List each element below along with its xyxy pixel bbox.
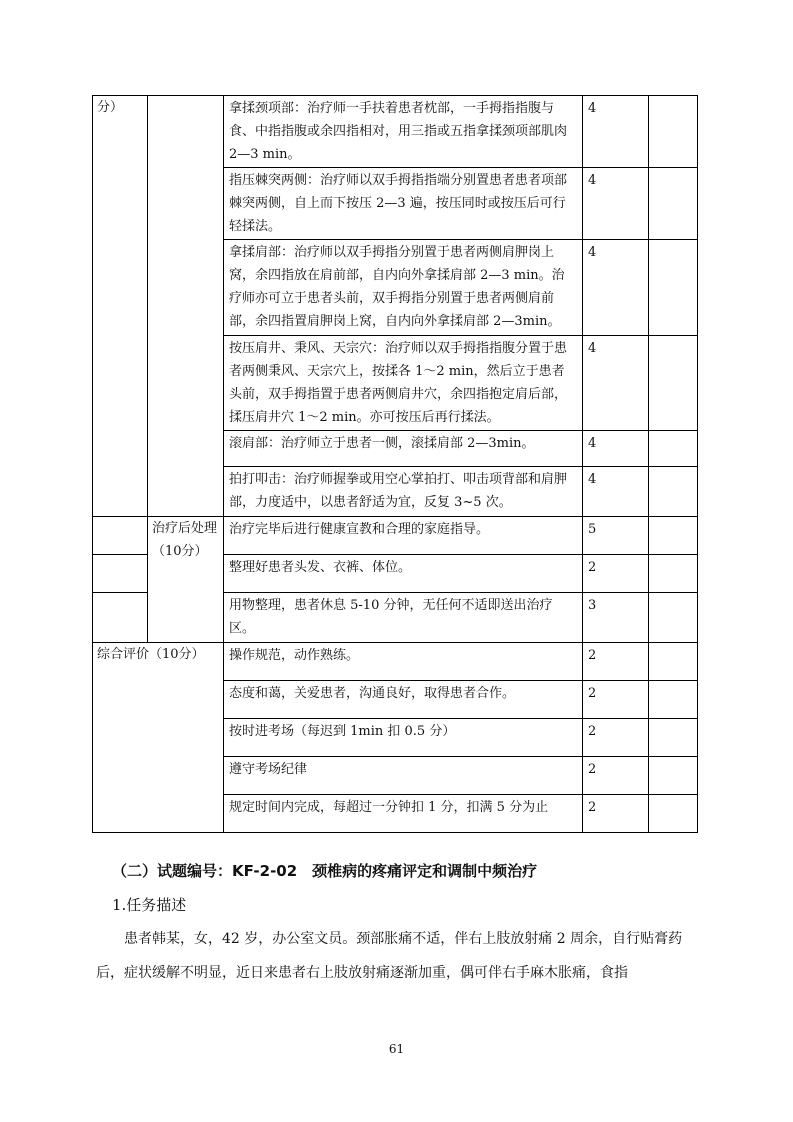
item-description: 态度和蔼，关爱患者，沟通良好，取得患者合作。 (224, 681, 583, 719)
item-score: 2 (583, 555, 649, 593)
item-score: 2 (583, 757, 649, 795)
item-score: 4 (583, 240, 649, 336)
item-description: 治疗完毕后进行健康宣教和合理的家庭指导。 (224, 517, 583, 555)
item-deduction (649, 168, 698, 240)
item-score: 2 (583, 795, 649, 833)
section-header-cell: 分） (93, 96, 148, 517)
item-score: 5 (583, 517, 649, 555)
item-score: 4 (583, 336, 649, 431)
case-paragraph: 患者韩某，女，42 岁，办公室文员。颈部胀痛不适，伴右上肢放射痛 2 周余，自行贴膏药后，症状缓解不明显，近日来患者右上肢放射痛逐渐加重，偶可伴右手麻木胀痛，食指 (96, 931, 683, 981)
section-header-cell (93, 517, 148, 555)
item-description: 用物整理，患者休息 5-10 分钟，无任何不适即送出治疗区。 (224, 593, 583, 643)
item-score: 2 (583, 719, 649, 757)
item-score: 2 (583, 681, 649, 719)
section-header-cell (93, 555, 148, 593)
item-description: 拿揉颈项部：治疗师一手扶着患者枕部，一手拇指指腹与食、中指指腹或余四指相对，用三指或五指拿揉颈项部肌肉 2—3 min。 (224, 96, 583, 168)
item-description: 滚肩部：治疗师立于患者一侧，滚揉肩部 2—3min。 (224, 431, 583, 467)
item-score: 4 (583, 431, 649, 467)
item-description: 整理好患者头发、衣裤、体位。 (224, 555, 583, 593)
item-deduction (649, 643, 698, 681)
item-deduction (649, 96, 698, 168)
item-deduction (649, 240, 698, 336)
subsection-cell (148, 96, 224, 517)
item-deduction (649, 336, 698, 431)
item-description: 拍打叩击：治疗师握拳或用空心掌拍打、叩击项背部和肩胛部，力度适中，以患者舒适为宜，反复 3~5 次。 (224, 467, 583, 517)
post-treatment-header: 治疗后处理（10分） (148, 517, 224, 643)
item-score: 4 (583, 467, 649, 517)
table-row (93, 643, 698, 681)
item-deduction (649, 467, 698, 517)
item-deduction (649, 681, 698, 719)
item-description: 按时进考场（每迟到 1min 扣 0.5 分） (224, 719, 583, 757)
item-description: 规定时间内完成，每超过一分钟扣 1 分，扣满 5 分为止 (224, 795, 583, 833)
item-description: 指压棘突两侧：治疗师以双手拇指指端分别置患者患者项部棘突两侧，自上而下按压 2—3 遍，按压同时或按压后可行轻揉法。 (224, 168, 583, 240)
item-deduction (649, 719, 698, 757)
item-description: 按压肩井、秉风、天宗穴：治疗师以双手拇指指腹分置于患者两侧秉风、天宗穴上，按揉各 1～2 min，然后立于患者头前，双手拇指置于患者两侧肩井穴，余四指抱定肩后部，揉压肩井穴 1～2 min。亦可按压后再行揉法。 (224, 336, 583, 431)
item-score: 4 (583, 96, 649, 168)
section-header-cell (93, 593, 148, 643)
item-description: 操作规范，动作熟练。 (224, 643, 583, 681)
page-number: 61 (388, 1042, 405, 1056)
item-score: 2 (583, 643, 649, 681)
task-subheading: 1.任务描述 (112, 896, 187, 914)
grading-table (92, 95, 698, 833)
item-deduction (649, 517, 698, 555)
item-deduction (649, 555, 698, 593)
evaluation-header: 综合评价（10分） (93, 643, 224, 833)
item-score: 4 (583, 168, 649, 240)
item-description: 拿揉肩部：治疗师以双手拇指分别置于患者两侧肩胛岗上窝，余四指放在肩前部，自内向外拿揉肩部 2—3 min。治疗师亦可立于患者头前，双手拇指分别置于患者两侧肩前部，余四指置肩胛岗上窝，自内向外拿揉肩部 2—3min。 (224, 240, 583, 336)
table-row (93, 517, 698, 555)
item-score: 3 (583, 593, 649, 643)
item-description: 遵守考场纪律 (224, 757, 583, 795)
question-heading: （二）试题编号：KF-2-02 颈椎病的疼痛评定和调制中频治疗 (112, 862, 538, 880)
item-deduction (649, 795, 698, 833)
item-deduction (649, 757, 698, 795)
item-deduction (649, 431, 698, 467)
item-deduction (649, 593, 698, 643)
table-row (93, 96, 698, 168)
